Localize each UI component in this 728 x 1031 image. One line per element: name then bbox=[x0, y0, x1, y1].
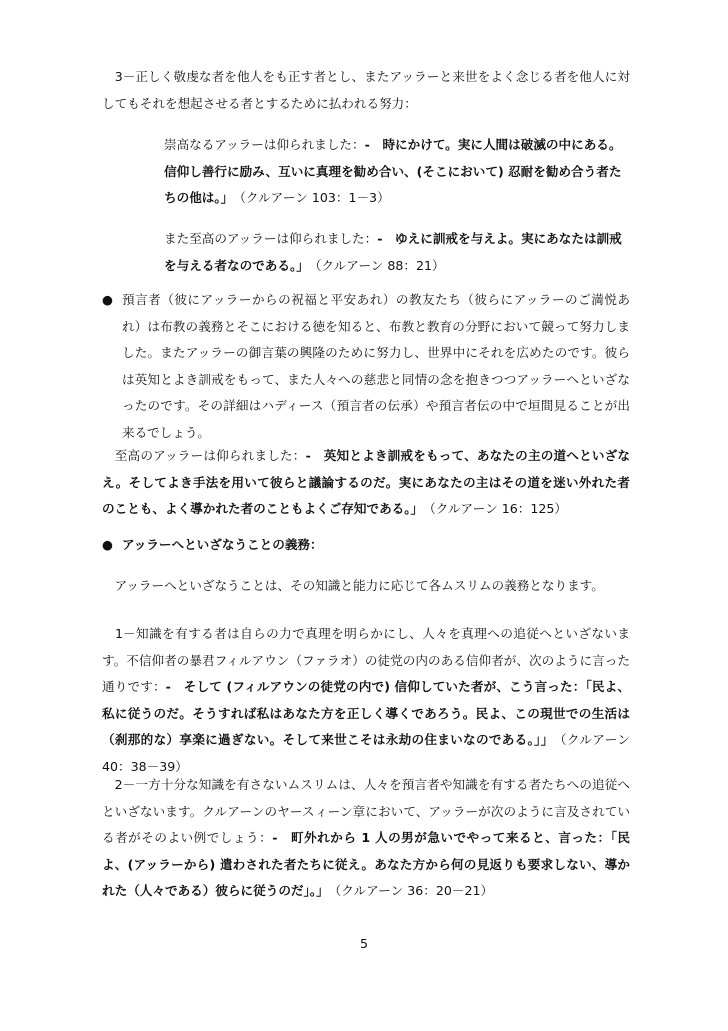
paragraph-obligation bbox=[102, 573, 630, 600]
heading-text: アッラーへといざなうことの義務： bbox=[122, 537, 323, 552]
paragraph-knowledgeable bbox=[102, 621, 630, 780]
paragraph-quran-16 bbox=[102, 443, 630, 523]
quran-quote-103 bbox=[164, 132, 630, 212]
paragraph-text: 1－知識を有する者は自らの力で真理を明らかにし、人々を真理への追従へといざないます。不信仰者の暴君フィルアウン（ファラオ）の徒党の内のある信仰者が、次のように言った通りです： bbox=[102, 626, 630, 694]
quote-verse: - 時にかけて。実に人間は破滅の中にある。信仰し善行に励み、互いに真理を勧め合い、(そこにおいて) 忍耐を勧め合う者たちの他は。」 bbox=[164, 137, 622, 205]
bullet-companions bbox=[102, 287, 630, 446]
quote-citation: （クルアーン 88：21） bbox=[315, 257, 445, 273]
bullet-text: 預言者（彼にアッラーからの祝福と平安あれ）の教友たち（彼らにアッラーのご満悦あれ）は布教の義務とそこにおける徳を知ると、布教と教育の分野において競って努力しました。またアッラーの御言葉の興隆のために努力し、世界中にそれを広めたのです。彼らは英知とよき訓戒をもって、また人々への慈悲と同情の念を抱きつつアッラーへといざなったのです。その詳細はハディース（預言者の伝承）や預言者伝の中で垣間見ることが出来るでしょう。 bbox=[122, 292, 631, 440]
quote-citation: （クルアーン 16：125） bbox=[429, 501, 567, 516]
paragraph-text: 3－正しく敬虔な者を他人をも正す者とし、またアッラーと来世をよく念じる者を他人に対してもそれを想起させる者とするために払われる努力： bbox=[102, 69, 630, 111]
quran-quote-88 bbox=[164, 226, 630, 279]
quote-citation: （クルアーン 103：1－3） bbox=[239, 190, 390, 205]
bullet-icon: ● bbox=[102, 292, 113, 307]
quote-intro: また至高のアッラーは仰られました： bbox=[164, 231, 378, 246]
quote-verse: - 町外れから 1 人の男が急いでやって来ると、言った：「民よ、(アッラーから) 遣わされた者たちに従え。あなた方から何の見返りも要求しない、導かれた（人々である）彼らに従うのだ」。」 bbox=[102, 830, 630, 898]
quote-citation: （クルアーン 40：38－39） bbox=[102, 732, 630, 774]
paragraph-effort-definition bbox=[102, 64, 630, 117]
paragraph-text: 2－一方十分な知識を有さないムスリムは、人々を預言者や知識を有する者たちへの追従へといざないます。クルアーンのヤースィーン章において、アッラーが次のように言及されている者がそのよい例でしょう： bbox=[102, 777, 630, 845]
quote-verse: - ゆえに訓戒を与えよ。実にあなたは訓戒を与える者なのである。」 bbox=[164, 231, 622, 273]
quote-intro: 崇高なるアッラーは仰られました： bbox=[164, 137, 365, 152]
bullet-icon: ● bbox=[102, 537, 113, 552]
quote-citation: （クルアーン 36：20－21） bbox=[334, 883, 494, 898]
paragraph-text: アッラーへといざなうことは、その知識と能力に応じて各ムスリムの義務となります。 bbox=[102, 578, 604, 593]
page-number: 5 bbox=[359, 936, 368, 951]
quote-verse: - 英知とよき訓戒をもって、あなたの主の道へといざなえ。そしてよき手法を用いて彼らと議論するのだ。実にあなたの主はその道を迷い外れた者のことも、よく導かれた者のこともよくご存知である。」 bbox=[102, 448, 630, 516]
paragraph-less-knowledgeable bbox=[102, 772, 630, 905]
quote-intro: 至高のアッラーは仰られました： bbox=[102, 448, 306, 463]
section-heading bbox=[102, 532, 630, 559]
quote-verse: - そして (フィルアウンの徒党の内で) 信仰していた者が、こう言った：「民よ、私に従うのだ。そうすれば私はあなた方を正しく導くであろう。民よ、この現世での生活は（刹那的な）享楽に過ぎない。そして来世こそは永劫の住まいなのである。」」 bbox=[102, 679, 630, 747]
